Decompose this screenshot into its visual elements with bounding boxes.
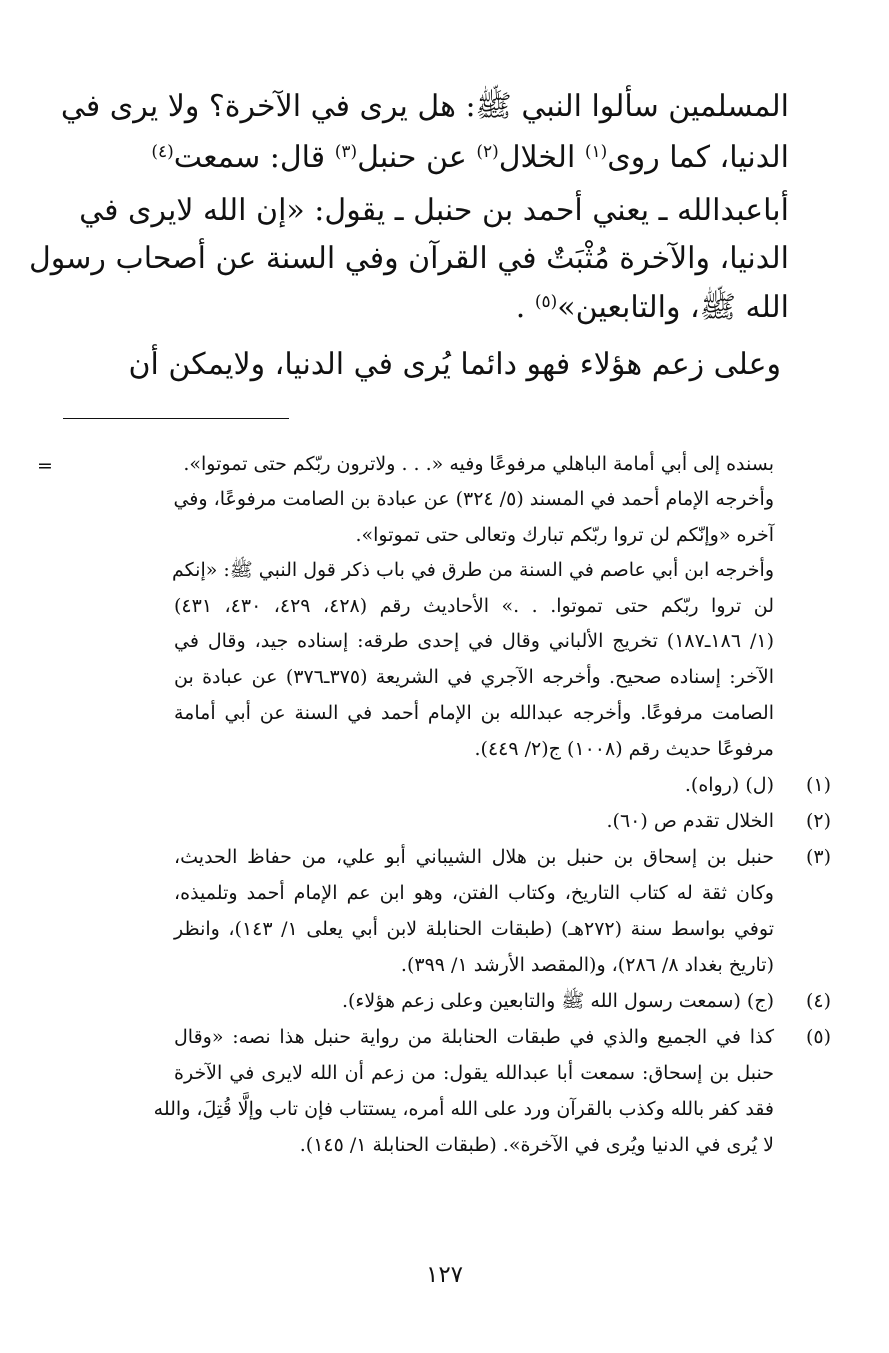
main-line-4: الدنيا، والآخرة مُثْبَتٌ في القرآن وفي السنة عن أصحاب رسول — [29, 241, 789, 276]
footnote-number: (٥) — [805, 1026, 831, 1048]
footnote-line: لن تروا ربّكم حتى تموتوا. . .» الأحاديث رقم (٤٢٨، ٤٢٩، ٤٣٠، ٤٣١) — [174, 595, 774, 617]
main-text: . — [515, 290, 526, 325]
footnote-ref-2: (٢) — [476, 142, 499, 162]
main-text: قال: سمعت — [173, 140, 326, 175]
footnote-5: كذا في الجميع والذي في طبقات الحنابلة من رواية حنبل هذا نصه: «وقال — [174, 1026, 774, 1048]
footnote-number: (٤) — [805, 990, 831, 1012]
footnote-line: وأخرجه ابن أبي عاصم في السنة من طرق في باب ذكر قول النبي ﷺ: «إنكم — [172, 559, 774, 581]
main-line-5 — [159, 290, 789, 325]
page-number: ١٢٧ — [425, 1262, 464, 1288]
footnote-4: (ج) (سمعت رسول الله ﷺ والتابعين وعلى زعم هؤلاء). — [341, 990, 774, 1012]
main-text: الله ﷺ، والتابعين» — [557, 290, 789, 325]
main-line-1: المسلمين سألوا النبي ﷺ: هل يرى في الآخرة؟ ولا يرى في — [60, 89, 789, 124]
main-text: الدنيا، كما روى — [607, 140, 789, 175]
footnote-line: فقد كفر بالله وكذب بالقرآن ورد على الله أمره، يستتاب فإن تاب وإلَّا قُتِلَ، والله — [153, 1098, 774, 1120]
footnote-line: آخره «وإنّكم لن تروا ربّكم تبارك وتعالى حتى تموتوا». — [355, 524, 774, 546]
continuation-mark: = — [37, 455, 53, 477]
footnote-number: (٣) — [805, 846, 831, 868]
footnote-ref-3: (٣) — [334, 142, 358, 162]
footnote-line: (تاريخ بغداد ٨/ ٢٨٦)، و(المقصد الأرشد ١/ ٣٩٩). — [400, 954, 774, 976]
footnote-line: بسنده إلى أبي أمامة الباهلي مرفوعًا وفيه «. . . ولاترون ربّكم حتى تموتوا». — [183, 453, 774, 475]
footnote-line: لا يُرى في الدنيا ويُرى في الآخرة». (طبقات الحنابلة ١/ ١٤٥). — [299, 1134, 774, 1156]
footnote-ref-1: (١) — [584, 142, 608, 162]
footnote-line: الآخر: إسناده صحيح. وأخرجه الآجري في الشريعة (٣٧٥ـ٣٧٦) عن عبادة بن — [174, 666, 774, 688]
footnote-line: وكان ثقة له كتاب التاريخ، وكتاب الفتن، وهو ابن عم الإمام أحمد وتلميذه، — [174, 882, 774, 904]
footnote-line: الصامت مرفوعًا. وأخرجه عبدالله بن الإمام أحمد في السنة عن أبي أمامة — [174, 702, 774, 724]
footnote-separator — [63, 418, 289, 419]
footnote-ref-4: (٤) — [151, 142, 174, 162]
footnote-line: حنبل بن إسحاق: سمعت أبا عبدالله يقول: من زعم أن الله لايرى في الآخرة — [174, 1062, 774, 1084]
main-line-3: أباعبدالله ـ يعني أحمد بن حنبل ـ يقول: «إن الله لايرى في — [79, 193, 789, 228]
footnote-number: (٢) — [805, 810, 831, 832]
footnote-1: (ل) (رواه). — [684, 774, 774, 796]
footnote-line: مرفوعًا حديث رقم (١٠٠٨) ج(٢/ ٤٤٩). — [474, 738, 774, 760]
footnote-line: وأخرجه الإمام أحمد في المسند (٥/ ٣٢٤) عن عبادة بن الصامت مرفوعًا، وفي — [173, 488, 774, 510]
footnote-2: الخلال تقدم ص (٦٠). — [606, 810, 774, 832]
footnote-ref-5: (٥) — [534, 292, 558, 312]
footnote-line: (١/ ١٨٦ـ١٨٧) تخريج الألباني وقال في إحدى طرقه: إسناده جيد، وقال في — [174, 630, 774, 652]
footnote-number: (١) — [805, 774, 831, 796]
main-line-2 — [151, 140, 789, 175]
main-text: الخلال — [498, 140, 576, 175]
main-line-6: وعلى زعم هؤلاء فهو دائما يُرى في الدنيا، ولايمكن أن — [128, 347, 781, 382]
footnote-3: حنبل بن إسحاق بن حنبل بن هلال الشيباني أبو علي، من حفاظ الحديث، — [174, 846, 774, 868]
footnote-line: توفي بواسط سنة (٢٧٢هـ) (طبقات الحنابلة لابن أبي يعلى ١/ ١٤٣)، وانظر — [174, 918, 774, 940]
main-text: عن حنبل — [357, 140, 467, 175]
